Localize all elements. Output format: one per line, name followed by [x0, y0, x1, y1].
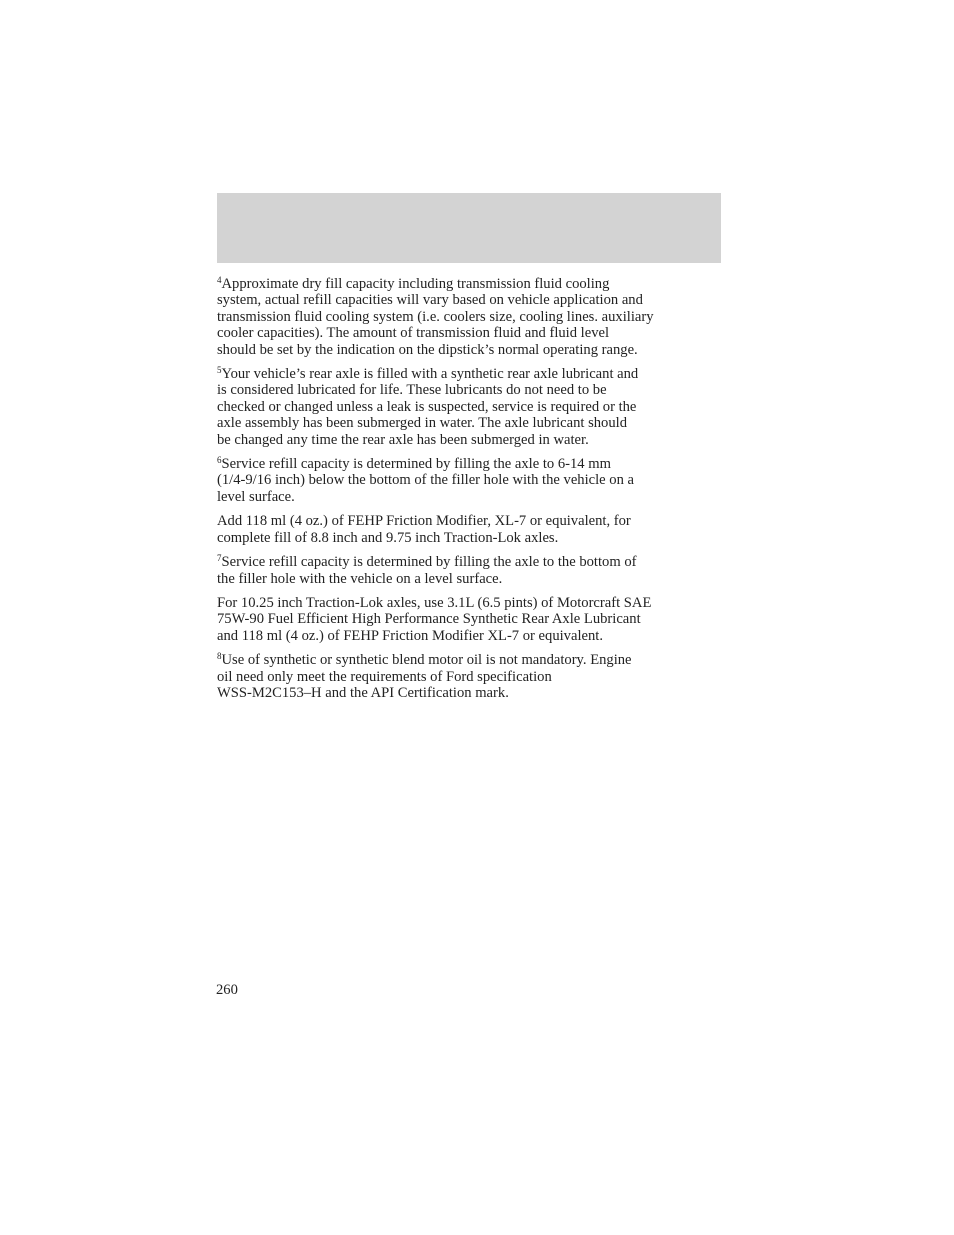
footnote-text: the filler hole with the vehicle on a level surface.: [217, 570, 503, 587]
footnote-text: be changed any time the rear axle has been submerged in water.: [217, 431, 589, 448]
footnote-marker: 7: [217, 553, 222, 564]
footnote-text: level surface.: [217, 488, 295, 505]
footnote-4: [217, 276, 723, 358]
paragraph-text: complete fill of 8.8 inch and 9.75 inch Traction-Lok axles.: [217, 529, 559, 546]
footnote-text: Service refill capacity is determined by filling the axle to the bottom of: [221, 554, 637, 571]
footnote-7-note: [217, 595, 723, 644]
footnote-text: transmission fluid cooling system (i.e. coolers size, cooling lines. auxiliary: [217, 308, 654, 325]
footnote-7: [217, 554, 723, 587]
section-header-band: [217, 193, 721, 263]
footnote-text: Service refill capacity is determined by filling the axle to 6-14 mm: [221, 456, 611, 473]
footnote-marker: 6: [217, 455, 222, 466]
footnote-5: [217, 366, 723, 448]
footnote-text: cooler capacities). The amount of transmission fluid and fluid level: [217, 325, 610, 342]
paragraph-text: and 118 ml (4 oz.) of FEHP Friction Modifier XL-7 or equivalent.: [217, 627, 603, 644]
footnote-text: system, actual refill capacities will vary based on vehicle application and: [217, 292, 643, 309]
page-number: 260: [216, 982, 238, 998]
footnote-text: oil need only meet the requirements of Ford specification: [217, 668, 552, 685]
footnote-text: axle assembly has been submerged in water. The axle lubricant should: [217, 415, 627, 432]
paragraph-text: For 10.25 inch Traction-Lok axles, use 3.1L (6.5 pints) of Motorcraft SAE: [217, 594, 652, 611]
footnote-text: Your vehicle’s rear axle is filled with a synthetic rear axle lubricant and: [221, 366, 639, 383]
paragraph-text: Add 118 ml (4 oz.) of FEHP Friction Modifier, XL-7 or equivalent, for: [217, 513, 631, 530]
footnote-marker: 5: [217, 365, 222, 376]
footnote-marker: 4: [217, 275, 222, 285]
footnote-8: [217, 652, 723, 701]
footnote-6: [217, 456, 723, 505]
footnote-text: should be set by the indication on the dipstick’s normal operating range.: [217, 341, 638, 358]
footnote-6-note: [217, 513, 723, 546]
footnote-text: WSS-M2C153–H and the API Certification mark.: [217, 684, 509, 701]
paragraph-text: 75W-90 Fuel Efficient High Performance Synthetic Rear Axle Lubricant: [217, 611, 641, 628]
footnote-text: Approximate dry fill capacity including transmission fluid cooling: [221, 276, 610, 292]
footnote-text: checked or changed unless a leak is suspected, service is required or the: [217, 398, 637, 415]
footnote-text: is considered lubricated for life. These lubricants do not need to be: [217, 382, 607, 399]
footnote-text: (1/4-9/16 inch) below the bottom of the filler hole with the vehicle on a: [217, 472, 635, 489]
footnote-text: Use of synthetic or synthetic blend motor oil is not mandatory. Engine: [221, 652, 632, 669]
footnote-marker: 8: [217, 651, 222, 662]
footnotes-body: [217, 276, 723, 709]
